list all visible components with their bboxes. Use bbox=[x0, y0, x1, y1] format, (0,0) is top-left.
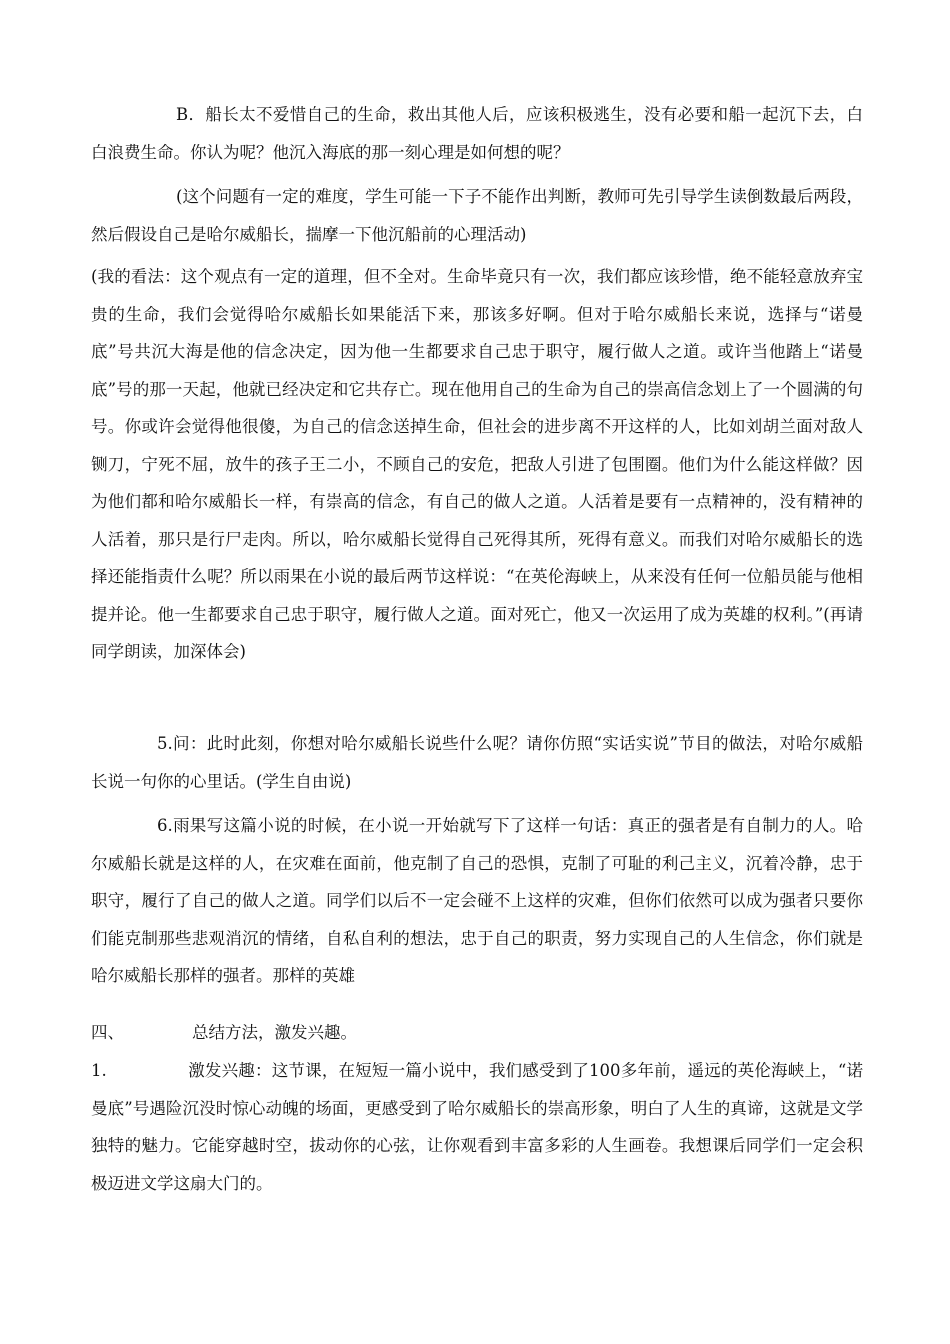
section-heading-four bbox=[91, 1014, 357, 1052]
paragraph-teaching-hint: (这个问题有一定的难度，学生可能一下子不能作出判断，教师可先引导学生读倒数最后两段，然后假设自己是哈尔威船长，揣摩一下他沉船前的心理活动) bbox=[91, 187, 863, 244]
section-title: 总结方法，激发兴趣。 bbox=[192, 1023, 357, 1042]
list-item-number: 1. bbox=[91, 1061, 107, 1080]
section-number: 四、 bbox=[91, 1023, 124, 1042]
paragraph-question-5: 5.问：此时此刻，你想对哈尔威船长说些什么呢？请你仿照“实话实说”节目的做法，对哈尔威船长说一句你的心里话。(学生自由说) bbox=[91, 734, 863, 791]
paragraph-my-view: (我的看法：这个观点有一定的道理，但不全对。生命毕竟只有一次，我们都应该珍惜，绝不能轻意放弃宝贵的生命，我们会觉得哈尔威船长如果能活下来，那该多好啊。但对于哈尔威船长来说，选择与“诺曼底”号共沉大海是他的信念决定，因为他一生都要求自己忠于职守，履行做人之道。或许当他踏上“诺曼底”号的那一天起，他就已经决定和它共存亡。现在他用自己的生命为自己的崇高信念划上了一个圆满的句号。你或许会觉得他很傻，为自己的信念送掉生命，但社会的进步离不开这样的人，比如刘胡兰面对敌人铡刀，宁死不屈，放牛的孩子王二小，不顾自己的安危，把敌人引进了包围圈。他们为什么能这样做？因为他们都和哈尔威船长一样，有崇高的信念，有自己的做人之道。人活着是要有一点精神的，没有精神的人活着，那只是行尸走肉。所以，哈尔威船长觉得自己死得其所，死得有意义。而我们对哈尔威船长的选择还能指责什么呢？所以雨果在小说的最后两节这样说：“在英伦海峡上，从来没有任何一位船员能与他相提并论。他一生都要求自己忠于职守，履行做人之道。面对死亡，他又一次运用了成为英雄的权利。”(再请同学朗读，加深体会) bbox=[91, 267, 863, 661]
paragraph-question-b: B．船长太不爱惜自己的生命，救出其他人后，应该积极逃生，没有必要和船一起沉下去，白白浪费生命。你认为呢？他沉入海底的那一刻心理是如何想的呢？ bbox=[91, 105, 863, 162]
list-item-text: 激发兴趣：这节课，在短短一篇小说中，我们感受到了100多年前，遥远的英伦海峡上，“诺曼底”号遇险沉没时惊心动魄的场面，更感受到了哈尔威船长的崇高形象，明白了人生的真谛，这就是文学独特的魅力。它能穿越时空，拔动你的心弦，让你观看到丰富多彩的人生画卷。我想课后同学们一定会积极迈进文学这扇大门的。 bbox=[91, 1061, 863, 1193]
paragraph-question-6: 6.雨果写这篇小说的时候，在小说一开始就写下了这样一句话：真正的强者是有自制力的人。哈尔威船长就是这样的人，在灾难在面前，他克制了自己的恐惧，克制了可耻的利己主义，沉着冷静，忠于职守，履行了自己的做人之道。同学们以后不一定会碰不上这样的灾难，但你们依然可以成为强者只要你们能克制那些悲观消沉的情绪，自私自利的想法，忠于自己的职责，努力实现自己的人生信念，你们就是哈尔威船长那样的强者。那样的英雄 bbox=[91, 816, 863, 985]
list-item-1 bbox=[91, 1052, 863, 1202]
